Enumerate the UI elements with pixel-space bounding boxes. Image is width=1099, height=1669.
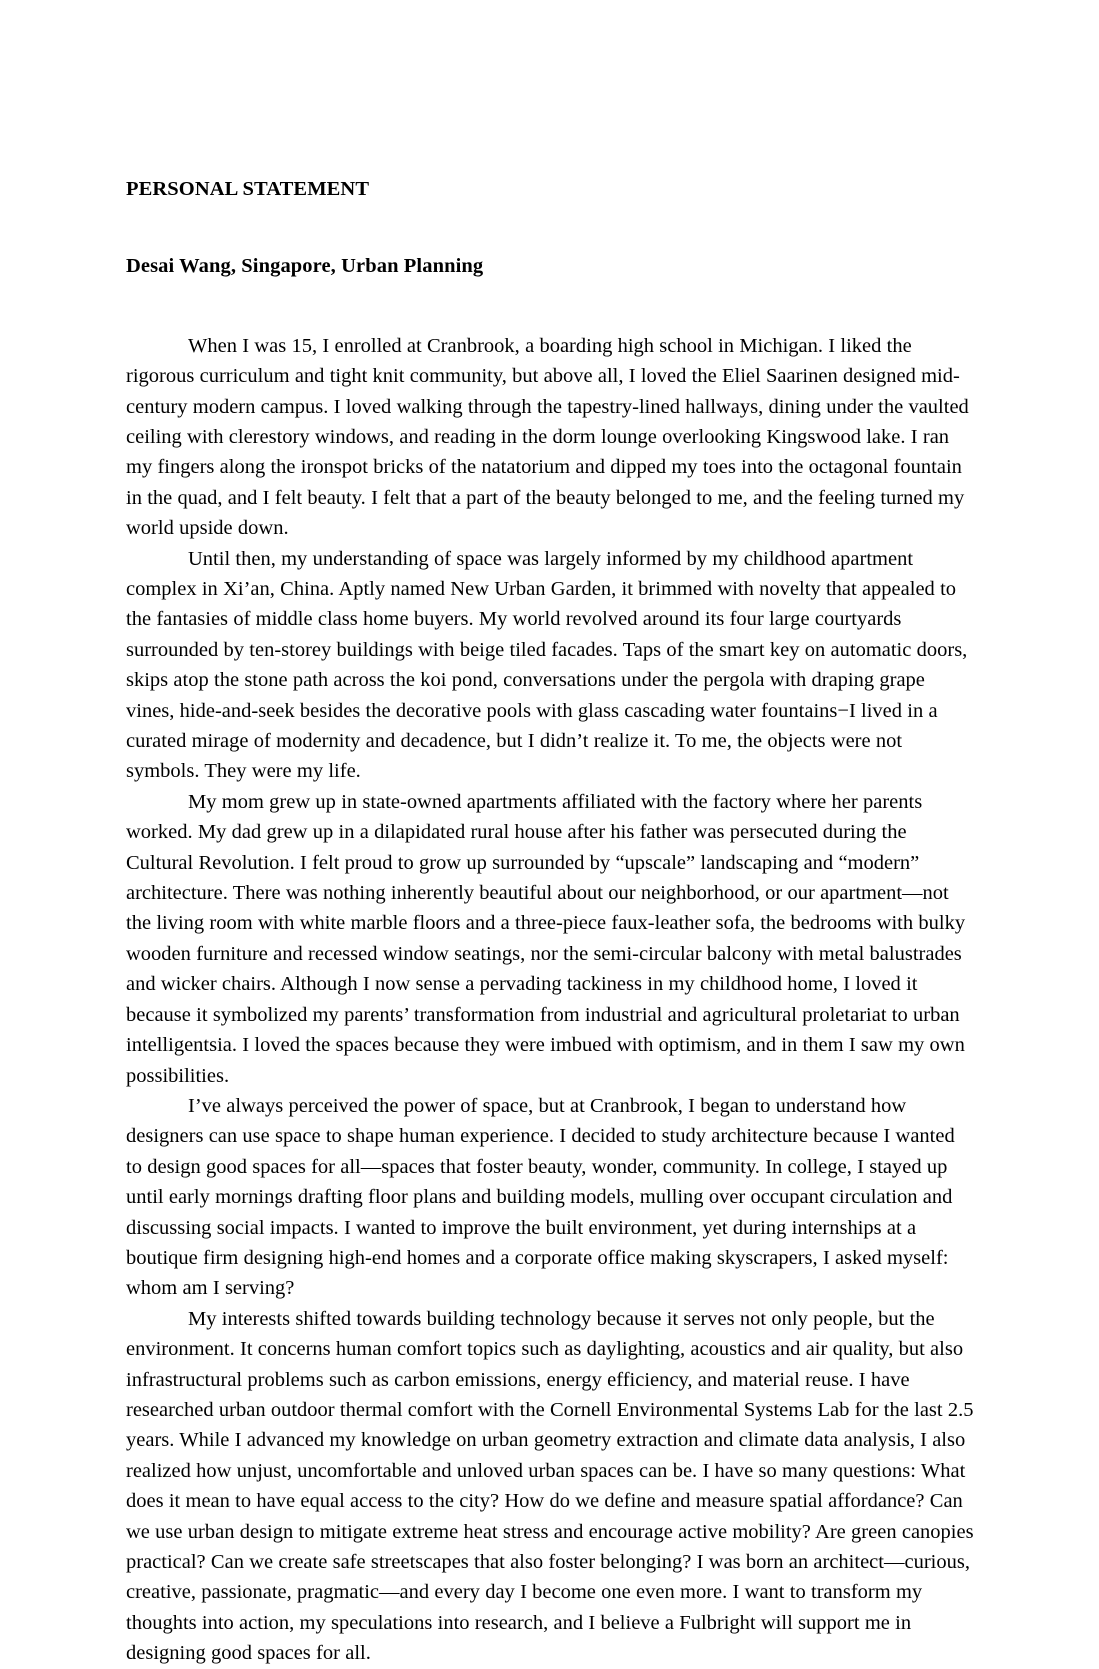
author-line: Desai Wang, Singapore, Urban Planning — [126, 254, 484, 277]
paragraph: When I was 15, I enrolled at Cranbrook, a boarding high school in Michigan. I liked the rigorous curriculum and tight knit community, but above all, I loved the Eliel Saarinen designed mid-century modern campus. I loved walking through the tapestry-lined hallways, dining under the vaulted ceiling with clerestory windows, and reading in the dorm lounge overlooking Kingswood lake. I ran my fingers along the ironspot bricks of the natatorium and dipped my toes into the octagonal fountain in the quad, and I felt beauty. I felt that a part of the beauty belonged to me, and the feeling turned my world upside down. — [126, 334, 969, 540]
paragraph: My interests shifted towards building technology because it serves not only people, but the environment. It concerns human comfort topics such as daylighting, acoustics and air quality, but also infrastructural problems such as carbon emissions, energy efficiency, and material reuse. I have researched urban outdoor thermal comfort with the Cornell Environmental Systems Lab for the last 2.5 years. While I advanced my knowledge on urban geometry extraction and climate data analysis, I also realized how unjust, uncomfortable and unloved urban spaces can be. I have so many questions: What does it mean to have equal access to the city? How do we define and measure spatial affordance? Can we use urban design to mitigate extreme heat stress and encourage active mobility? Are green canopies practical? Can we create safe streetscapes that also foster belonging? I was born an architect—curious, creative, passionate, pragmatic—and every day I become one even more. I want to transform my thoughts into action, my speculations into research, and I believe a Fulbright will support me in designing good spaces for all. — [126, 1307, 974, 1665]
page-title: PERSONAL STATEMENT — [126, 178, 370, 201]
document-heading — [126, 126, 974, 331]
paragraph: My mom grew up in state-owned apartments affiliated with the factory where her parents worked. My dad grew up in a dilapidated rural house after his father was persecuted during the Cultural Revolution. I felt proud to grow up surrounded by “upscale” landscaping and “modern” architecture. There was nothing inherently beautiful about our neighborhood, or our apartment—not the living room with white marble floors and a three-piece faux-leather sofa, the bedrooms with bulky wooden furniture and recessed window seatings, nor the semi-circular balcony with metal balustrades and wicker chairs. Although I now sense a pervading tackiness in my childhood home, I loved it because it symbolized my parents’ transformation from industrial and agricultural proletariat to urban intelligentsia. I loved the spaces because they were imbued with optimism, and in them I saw my own possibilities. — [126, 790, 966, 1087]
paragraph: I’ve always perceived the power of space, but at Cranbrook, I began to understand how designers can use space to shape human experience. I decided to study architecture because I wanted to design good spaces for all—spaces that foster beauty, wonder, community. In college, I stayed up until early mornings drafting floor plans and building models, mulling over occupant circulation and discussing social impacts. I wanted to improve the built environment, yet during internships at a boutique firm designing high-end homes and a corporate office making skyscrapers, I asked myself: whom am I serving? — [126, 1094, 955, 1300]
document-body — [126, 126, 974, 1669]
paragraph: Until then, my understanding of space was largely informed by my childhood apartment complex in Xi’an, China. Aptly named New Urban Garden, it brimmed with novelty that appealed to the fantasies of middle class home buyers. My world revolved around its four large courtyards surrounded by ten-storey buildings with beige tiled facades. Taps of the smart key on automatic doors, skips atop the stone path across the koi pond, conversations under the pergola with draping grape vines, hide-and-seek besides the decorative pools with glass cascading water fountains−I lived in a curated mirage of modernity and decadence, but I didn’t realize it. To me, the objects were not symbols. They were my life. — [126, 547, 968, 783]
